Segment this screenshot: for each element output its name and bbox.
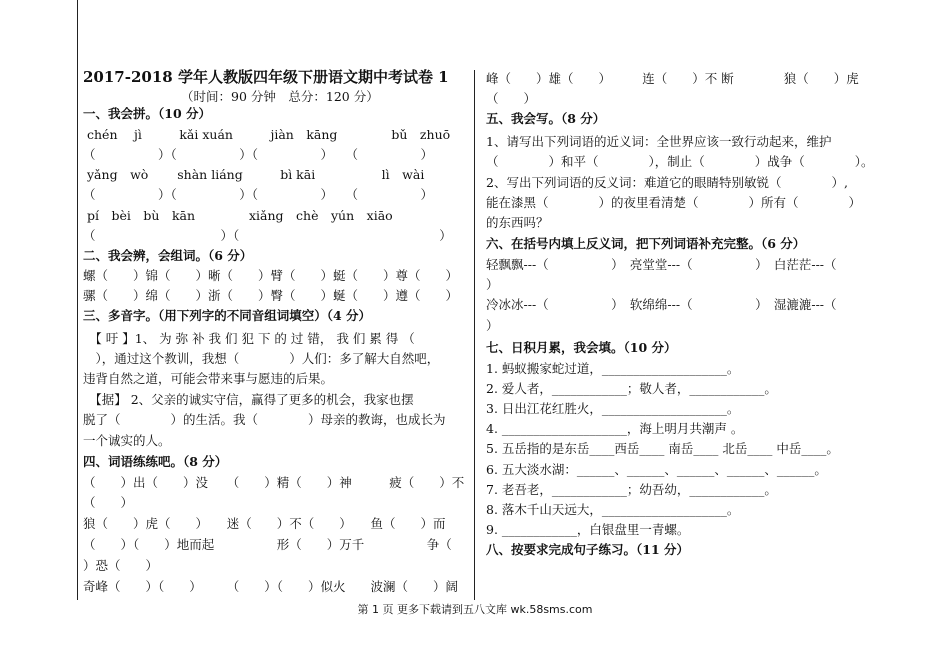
q4-line: ）恐（ ） <box>83 558 159 573</box>
q4-line: （ ）出（ ）没 （ ）精（ ）神 疲（ ）不 <box>83 475 465 490</box>
pinyin-row: chén jì kǎi xuán jiàn kāng bǔ zhuō <box>87 127 451 142</box>
q3-line: 【据】 2、父亲的诚实守信，赢得了更多的机会，我家也摆 <box>83 392 414 407</box>
q6-line: 轻飘飘---（ ） 亮堂堂---（ ） 白茫茫---（ <box>486 257 837 272</box>
q5-line: 2、写出下列词语的反义词：难道它的眼睛特别敏锐（ ）, <box>486 175 848 190</box>
q3-heading: 三、多音字。（用下列字的不同音组词填空）（4 分） <box>83 308 372 323</box>
q7-line: 2. 爱人者，____________；敬人者，____________。 <box>486 381 777 396</box>
column-divider <box>474 70 475 600</box>
exam-subtitle: （时间：90 分钟 总分：120 分） <box>181 89 379 104</box>
q2-heading: 二、我会辨，会组词。（6 分） <box>83 248 253 263</box>
q3-line: 脱了（ ）的生活。我（ ）母亲的教诲，也成长为 <box>83 412 446 427</box>
q5-line: 1、请写出下列词语的近义词：全世界应该一致行动起来，维护 <box>486 134 832 149</box>
q4-line: （ ）（ ）地而起 形（ ）万千 争（ <box>83 537 452 552</box>
char-row: 螺（ ）锦（ ）晰（ ）臂（ ）蜓（ ）尊（ ） <box>83 268 459 283</box>
q6-line: ） <box>486 277 499 292</box>
q7-line: 4. ____________________，海上明月共潮声 。 <box>486 421 744 436</box>
q5-heading: 五、我会写。（8 分） <box>486 111 606 126</box>
page-footer: 第 1 页 更多下载请到五八文库 wk.58sms.com <box>357 603 593 616</box>
q4-heading: 四、词语练练吧。（8 分） <box>83 454 228 469</box>
pinyin-row: yǎng wò shàn liáng bì kāi lì wài <box>87 167 425 182</box>
q4-cont-line: （ ） <box>486 91 537 106</box>
q1-heading: 一、我会拼。（10 分） <box>83 106 211 121</box>
q3-line: 【 吁 】1、 为 弥 补 我 们 犯 下 的 过 错， 我 们 累 得 （ <box>83 331 415 346</box>
q7-line: 6. 五大淡水湖：______、______、______、______、______。 <box>486 462 827 477</box>
q3-line: 违背自然之道，可能会带来事与愿违的后果。 <box>83 371 334 386</box>
q6-line: ） <box>486 318 499 333</box>
answer-row: （ ）（ ）（ ） （ ） <box>83 187 434 202</box>
q7-line: 7. 老吾老，____________；幼吾幼，____________。 <box>486 482 777 497</box>
q4-line: 狼（ ）虎（ ） 迷（ ）不（ ） 鱼（ ）而 <box>83 516 446 531</box>
q6-line: 冷冰冰---（ ） 软绵绵---（ ） 湿漉漉---（ <box>486 297 837 312</box>
q7-line: 1. 蚂蚁搬家蛇过道，____________________。 <box>486 361 740 376</box>
q7-line: 8. 落木千山天远大，____________________。 <box>486 502 740 517</box>
q7-heading: 七、日积月累，我会填。（10 分） <box>486 340 677 355</box>
q4-line: 奇峰（ ）（ ） （ ）（ ）似火 波澜（ ）阔 <box>83 579 459 594</box>
q6-heading: 六、在括号内填上反义词，把下列词语补充完整。（6 分） <box>486 236 806 251</box>
answer-row: （ ）（ ） <box>83 228 452 243</box>
q5-line: （ ）和平（ ），制止（ ）战争（ ）。 <box>486 154 874 169</box>
q4-cont-line: 峰（ ）雄（ ） 连（ ）不 断 狼（ ）虎 <box>486 71 859 86</box>
q5-line: 能在漆黑（ ）的夜里看清楚（ ）所有（ ） <box>486 195 862 210</box>
answer-row: （ ）（ ）（ ） （ ） <box>83 147 434 162</box>
q4-line: （ ） <box>83 495 134 510</box>
pinyin-row: pí bèi bù kān xiǎng chè yún xiāo <box>87 208 393 223</box>
exam-title: 2017-2018 学年人教版四年级下册语文期中考试卷 1 <box>83 68 449 86</box>
q3-line: 一个诚实的人。 <box>83 433 171 448</box>
q7-line: 9. ____________，白银盘里一青螺。 <box>486 522 690 537</box>
q7-line: 5. 五岳指的是东岳____西岳____ 南岳____ 北岳____ 中岳____。 <box>486 441 839 456</box>
binding-line <box>77 0 78 600</box>
char-row: 骡（ ）绵（ ）浙（ ）臀（ ）蜒（ ）遵（ ） <box>83 288 459 303</box>
q5-line: 的东西吗？ <box>486 215 549 230</box>
q7-line: 3. 日出江花红胜火，____________________。 <box>486 401 740 416</box>
q3-line: ），通过这个教训，我想（ ）人们：多了解大自然吧， <box>83 351 440 366</box>
q8-heading: 八、按要求完成句子练习。（11 分） <box>486 542 689 557</box>
